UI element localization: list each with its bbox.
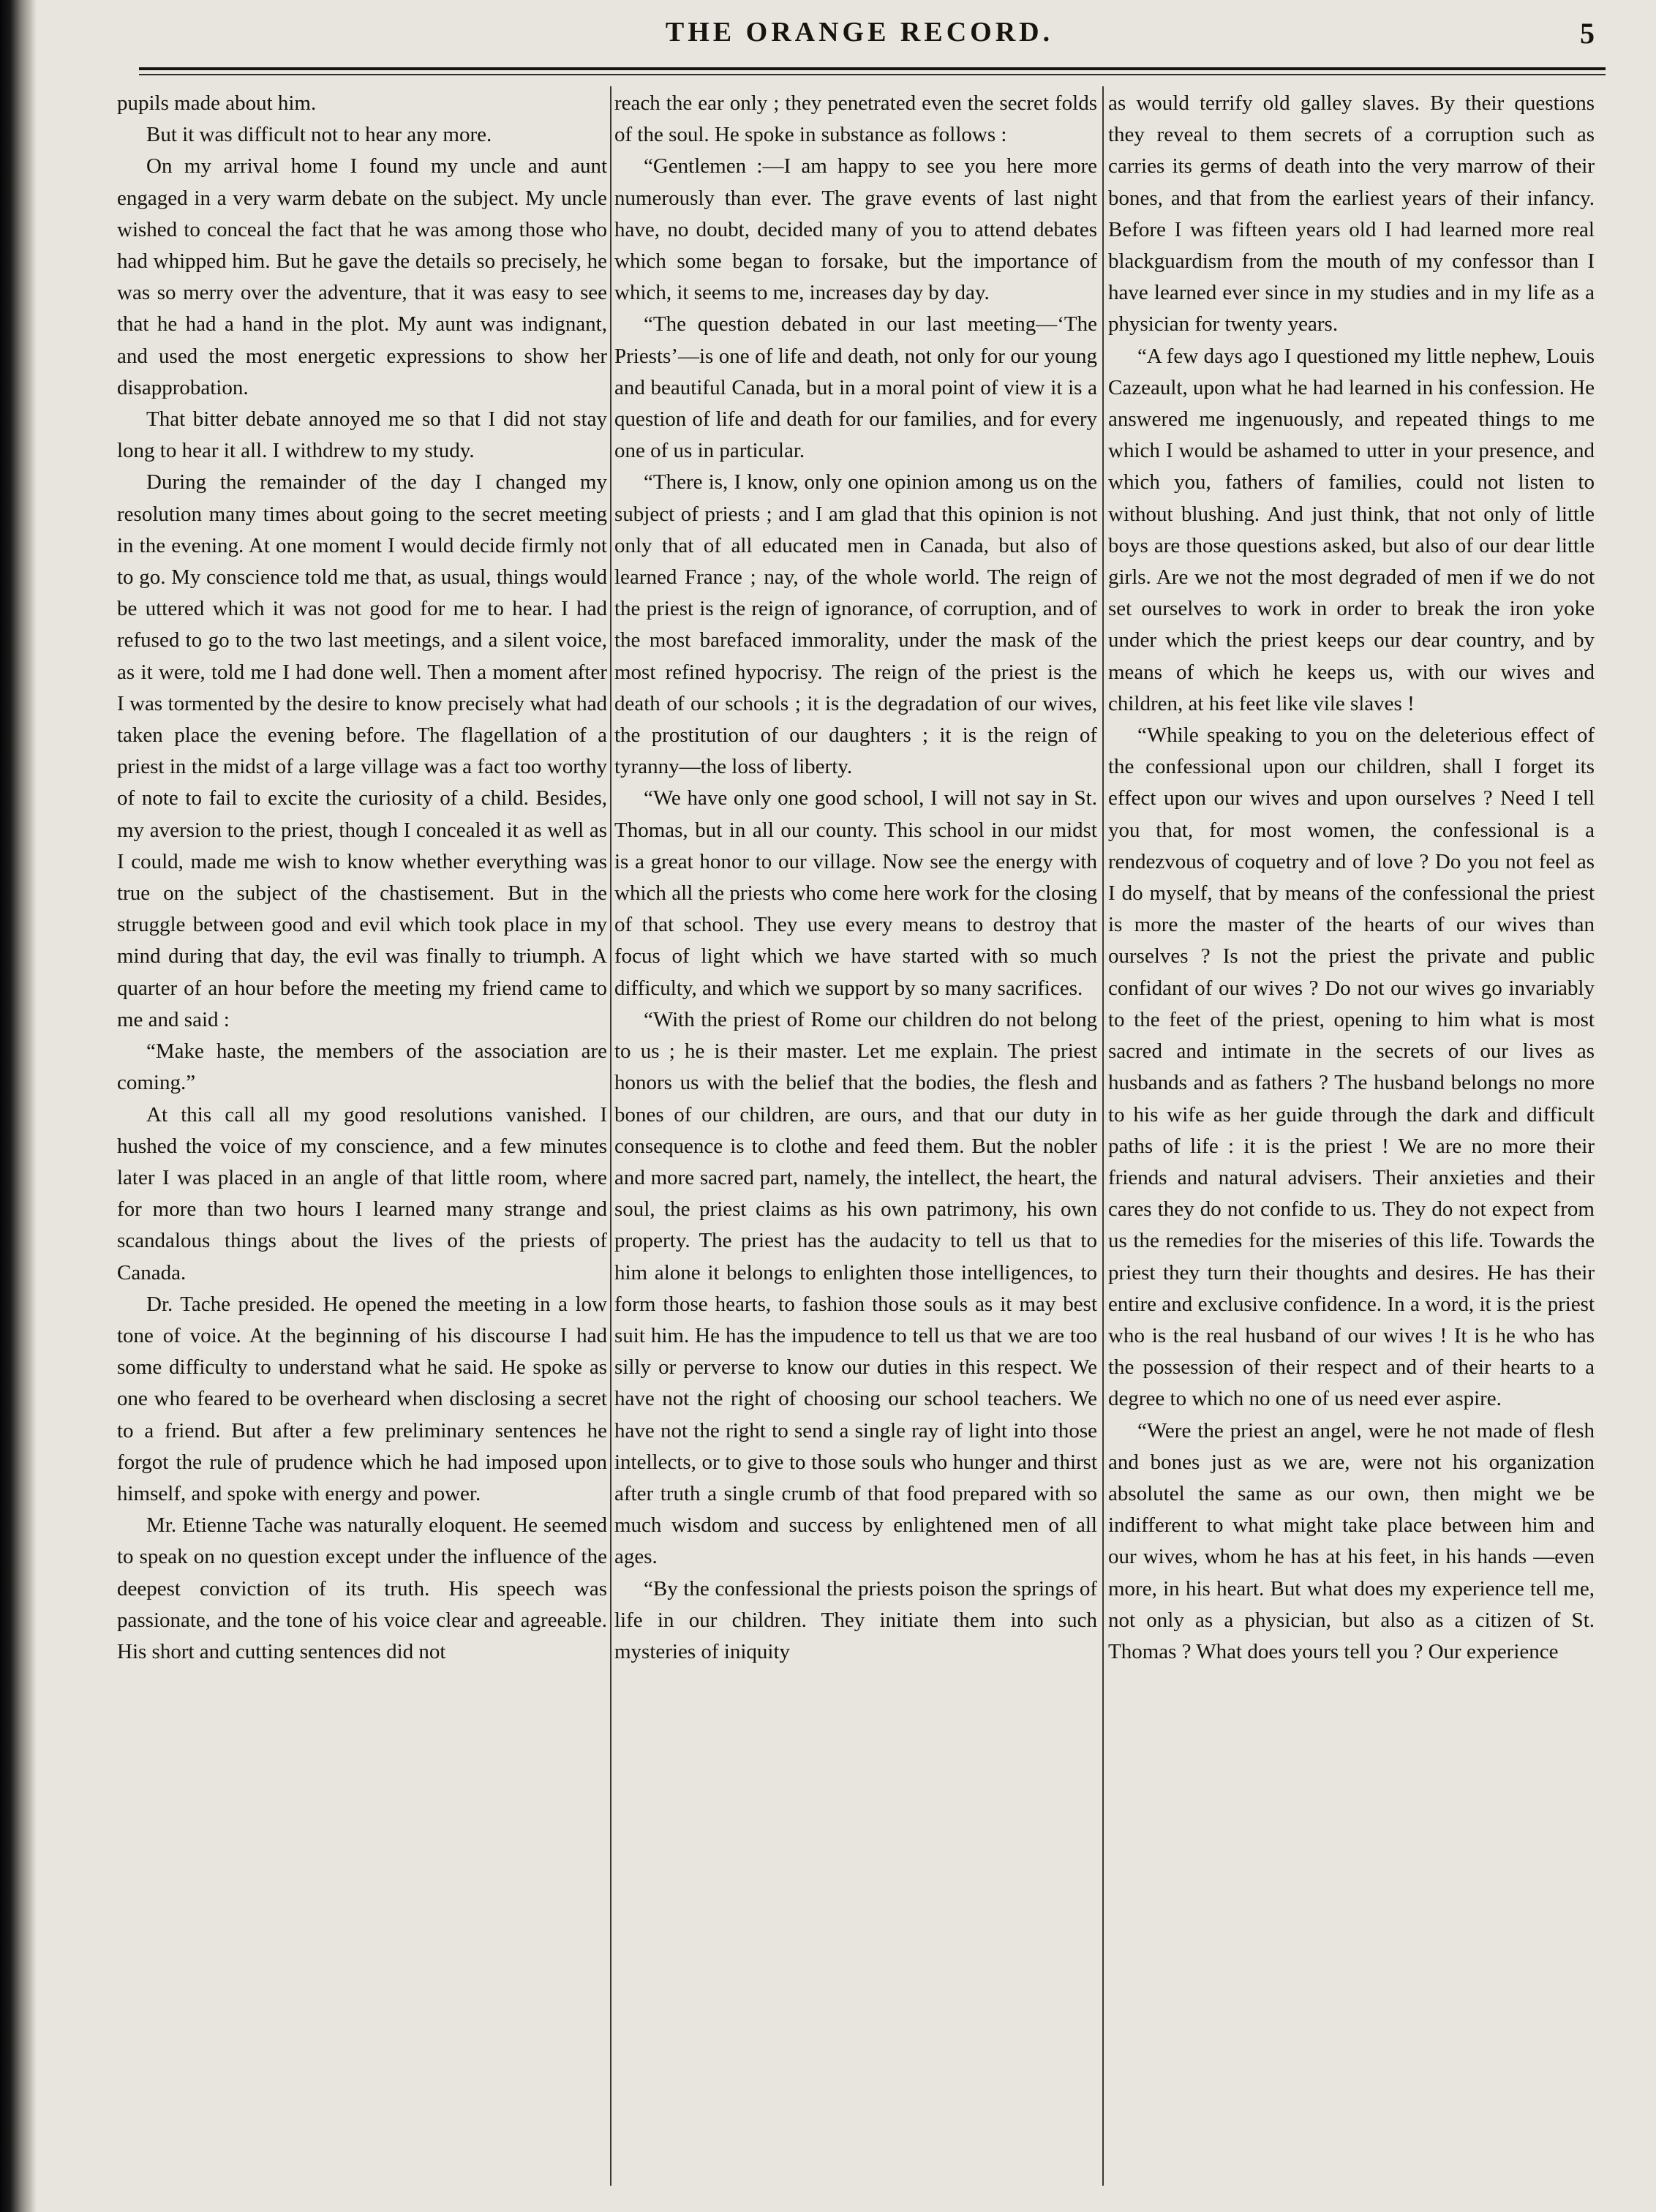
page-header xyxy=(124,16,1595,60)
paragraph: “We have only one good school, I will not say in St. Thomas, but in all our county. This school in our midst is a great honor to our village. Now see the energy with which all the priests who come here work for the closing of that school. They use every means to destroy that focus of light which we have started with so much difficulty, and which we support by so many sacrifices. xyxy=(614,786,1097,1000)
paragraph: “Were the priest an angel, were he not made of flesh and bones just as we are, were not his organization absolutel the same as our own, then might we be indifferent to what might take place between him and our wives, whom he has at his feet, in his hands —even more, in his heart. But what does my experience tell me, not only as a physician, but also as a citizen of St. Thomas ? What does yours tell you ? Our experience xyxy=(1108,1418,1595,1663)
paragraph: as would terrify old galley slaves. By their questions they reveal to them secrets of a corruption such as carries its germs of death into the very marrow of their bones, and that from the earliest years of their infancy. Before I was fifteen years old I had learned more real blackguardism from the mouth of my confessor than I have learned ever since in my studies and in my life as a physician for twenty years. xyxy=(1108,91,1595,336)
column-divider-2 xyxy=(1102,86,1104,2186)
paragraph: “Make haste, the members of the association are coming.” xyxy=(117,1039,607,1095)
paragraph: “A few days ago I questioned my little nephew, Louis Cazeault, upon what he had learned in his confession. He answered me ingenuously, and repeated things to me which I would be ashamed to utter in your presence, and which you, fathers of families, could not listen to without blushing. And just think, that not only of little boys are those questions asked, but also of our dear little girls. Are we not the most degraded of men if we do not set ourselves to work in order to break the iron yoke under which the priest keeps our dear country, and by means of which he keeps us, with our wives and children, at his feet like vile slaves ! xyxy=(1108,344,1595,715)
paragraph: But it was difficult not to hear any more. xyxy=(146,123,492,147)
header-rule-thin xyxy=(139,74,1606,75)
page-number: 5 xyxy=(1580,17,1595,50)
paragraph: During the remainder of the day I changed my resolution many times about going to the secret meeting in the evening. At one moment I would decide firmly not to go. My conscience told me that, as usual, things would be uttered which it was not good for me to hear. I had refused to go to the two last meetings, and a silent voice, as it were, told me I had done well. Then a moment after I was tormented by the desire to know precisely what had taken place the evening before. The flagellation of a priest in the midst of a large village was a fact too worthy of note to fail to excite the curiosity of a child. Besides, my aversion to the priest, though I concealed it as well as I could, made me wish to know whether everything was true on the subject of the chastisement. But in the struggle between good and evil which took place in my mind during that day, the evil was finally to triumph. A quarter of an hour before the meeting my friend came to me and said : xyxy=(117,470,607,1031)
paragraph: “Gentlemen :—I am happy to see you here more numerously than ever. The grave events of last night have, no doubt, decided many of you to attend debates which some began to forsake, but the importance of which, it seems to me, increases day by day. xyxy=(614,154,1097,305)
paragraph: “While speaking to you on the deleterious effect of the confessional upon our children, shall I forget its effect upon our wives and upon ourselves ? Need I tell you that, for most women, the confessional is a rendezvous of coquetry and of love ? Do you not feel as I do myself, that by means of the confessional the priest is more the master of the hearts of our wives than ourselves ? Is not the priest the private and public confidant of our wives ? Do not our wives go invariably to the feet of the priest, opening to him what is most sacred and intimate in the secrets of our lives as husbands and as fathers ? The husband belongs no more to his wife as her guide through the dark and difficult paths of life : it is the priest ! We are no more their friends and natural advisers. Their anxieties and their cares they do not confide to us. They do not expect from us the remedies for the miseries of this life. Towards the priest they turn their thoughts and desires. He has their entire and exclusive confidence. In a word, it is the priest who is the real husband of our wives ! It is he who has the possession of their respect and of their hearts to a degree to which no one of us need ever aspire. xyxy=(1108,723,1595,1411)
paragraph: Mr. Etienne Tache was naturally eloquent. He seemed to speak on no question except under the influence of the deepest conviction of its truth. His speech was passionate, and the tone of his voice clear and agreeable. His short and cutting sentences did not xyxy=(117,1513,607,1663)
paragraph: At this call all my good resolutions vanished. I hushed the voice of my conscience, and a few minutes later I was placed in an angle of that little room, where for more than two hours I learned many strange and scandalous things about the lives of the priests of Canada. xyxy=(117,1102,607,1284)
column-divider-1 xyxy=(610,86,611,2186)
paragraph: pupils made about him. xyxy=(117,91,317,115)
paragraph: Dr. Tache presided. He opened the meeting in a low tone of voice. At the beginning of his discourse I had some difficulty to understand what he said. He spoke as one who feared to be overheard when disclosing a secret to a friend. But after a few preliminary sentences he forgot the rule of prudence which he had imposed upon himself, and spoke with energy and power. xyxy=(117,1292,607,1505)
paragraph: “There is, I know, only one opinion among us on the subject of priests ; and I am glad that this opinion is not only that of all educated men in Canada, but also of learned France ; nay, of the whole world. The reign of the priest is the reign of ignorance, of corruption, and of the most barefaced immorality, under the mask of the most refined hypocrisy. The reign of the priest is the death of our schools ; it is the degradation of our wives, the prostitution of our daughters ; it is the reign of tyranny—the loss of liberty. xyxy=(614,470,1097,779)
paragraph: “By the confessional the priests poison the springs of life in our children. They initiate them into such mysteries of iniquity xyxy=(614,1576,1097,1663)
paragraph: “The question debated in our last meeting—‘The Priests’—is one of life and death, not only for our young and beautiful Canada, but in a moral point of view it is a question of life and death for our families, and for every one of us in particular. xyxy=(614,312,1097,463)
paragraph: “With the priest of Rome our children do not belong to us ; he is their master. Let me explain. The priest honors us with the belief that the bodies, the flesh and bones of our children, are ours, and that our duty in consequence is to clothe and feed them. But the nobler and more sacred part, namely, the intellect, the heart, the soul, the priest claims as his own patrimony, his own property. The priest has the audacity to tell us that to him alone it belongs to enlighten those intelligences, to form those hearts, to fashion those souls as it may best suit him. He has the impudence to tell us that we are too silly or perverse to know our duties in this respect. We have not the right of choosing our school teachers. We have not the right to send a single ray of light into those intellects, or to give to those souls who hunger and thirst after truth a single crumb of that food prepared with so much wisdom and success by enlightened men of all ages. xyxy=(614,1007,1097,1569)
column-3 xyxy=(1108,88,1595,2180)
paragraph: That bitter debate annoyed me so that I did not stay long to hear it all. I withdrew to my study. xyxy=(117,407,607,463)
paragraph: On my arrival home I found my uncle and aunt engaged in a very warm debate on the subject. My uncle wished to conceal the fact that he was among those who had whipped him. But he gave the details so precisely, he was so merry over the adventure, that it was easy to see that he had a hand in the plot. My aunt was indignant, and used the most energetic expressions to show her disapprobation. xyxy=(117,154,607,399)
column-2 xyxy=(614,88,1097,2180)
header-rule-thick xyxy=(139,67,1606,70)
paragraph: reach the ear only ; they penetrated even the secret folds of the soul. He spoke in substance as follows : xyxy=(614,91,1097,147)
column-1 xyxy=(117,88,607,2180)
scanned-binding-edge xyxy=(0,0,37,2212)
newspaper-title: THE ORANGE RECORD. xyxy=(665,17,1054,48)
